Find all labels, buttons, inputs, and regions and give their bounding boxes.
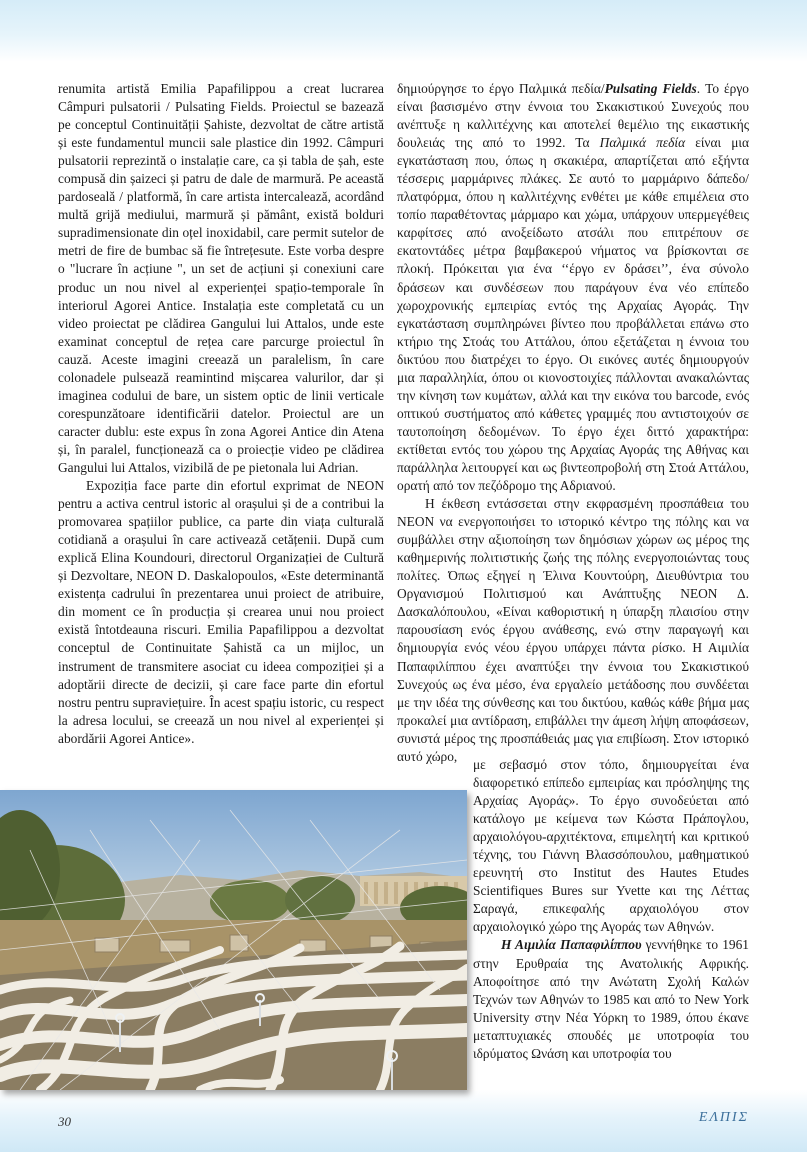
page-number: 30	[58, 1114, 71, 1129]
palmika-pedia-title: Παλμικά πεδία	[599, 135, 686, 151]
left-paragraph-1: renumita artistă Emilia Papafilippou a creat lucrarea Câmpuri pulsatorii / Pulsating Fields. Proiectul se bazează pe conceptul Continuității Șahiste, dezvoltat de către artistă și este fundamentul muncii sale plastice din 1992. Câmpuri pulsatorii reprezintă o instalație care, ca și tabla de șah, este compusă din șaizeci și patru de dale de marmură. Pe această pardoseală / platformă, în care artista intercalează, acordând multă grijă mediului, marmură și pământ, există bolduri supradimensionate din oțel inoxidabil, care permit sutelor de metri de fire de bumbac să fie întrețesute. Este vorba despre o "lucrare în acțiune ", un set de acțiuni și conexiuni care produc un nou nivel al experienței spațio-temporale în interiorul Agorei Antice. Instalația este completată cu un video proiectat pe clădirea Gangului lui Attalos, unde este examinat conceptul de rețea care parcurge proiectul în cauză. Aceste imagini creează un paralelism, în care colonadele pulsează reamintind mișcarea valurilor, dar și imaginea codului de bare, un sistem optic de linii verticale corespunzătoare identificării datelor. Proiectul are un caracter dublu: este expus în zona Agorei Antice din Atena și, în paralel, funcționează ca o proiecție video pe clădirea Gangului lui Attalos, vizibilă de pe pietonala lui Adrian.	[58, 81, 384, 475]
right-paragraph-1: δημιούργησε το έργο Παλμικά πεδία/Pulsating Fields. Το έργο είναι βασισμένο στην έννοια του Σκακιστικού Συνεχούς που ανέπτυξε η καλλιτέχνης και αποτελεί θεμέλιο της εικαστικής δουλειάς της από το 1992. Τα Παλμικά πεδία είναι μια εγκατάσταση που, όπως η σκακιέρα, απαρτίζεται από εξήντα τέσσερις μαρμάρινες πλάκες. Σε αυτό το μαρμάρινο δάπεδο/πλατφόρμα, όπου η καλλιτέχνης ενθέτει με κάθε επιμέλεια στο τοπίο παραθέτοντας μάρμαρο και χώμα, υπάρχουν υπερμεγέθεις καρφίτσες από ανοξείδωτο ατσάλι που επιτρέπουν σε εκατοντάδες μέτρα βαμβακερού νήματος να βρίσκονται σε πλοκή. Πρόκειται για ένα ‘‘έργο εν δράσει’’, ένα σύνολο δράσεων και συνδέσεων που παράγουν ένα νέο επίπεδο χωροχρονικής εμπειρίας εντός της Αρχαίας Αγοράς. Την εγκατάσταση συμπληρώνει βίντεο που προβάλλεται επάνω στο κτήριο της Στοάς του Αττάλου, όπου εξετάζεται η έννοια του δικτύου που διατρέχει το έργο. Οι εικόνες αυτές δημιουργούν μια παραλληλία, όπου οι κιονοστοιχίες πάλλονται ανακαλώντας την κίνηση των κυμάτων, αλλά και την εικόνα του barcode, ενός οπτικού συστήματος από κάθετες γραμμές που αντιστοιχούν σε ταυτοποίηση δεδομένων. Το έργο έχει διττό χαρακτήρα: εκτίθεται εντός του χώρου της Αρχαίας Αγοράς της Αθήνας και παράλληλα λειτουργεί και ως βιντεοπροβολή στη Στοά Αττάλου, ορατή από τον πεζόδρομο της Αδριανού.	[397, 81, 749, 494]
magazine-name: ΕΛΠΙΣ	[698, 1110, 749, 1125]
installation-photo	[0, 790, 467, 1090]
footer-band	[0, 1090, 807, 1152]
pulsating-fields-title: Pulsating Fields	[604, 81, 697, 96]
biography-paragraph: Η Αιμιλία Παπαφιλίππου γεννήθηκε το 1961 στην Ερυθραία της Ανατολικής Αφρικής. Αποφοίτησε από την Ανώτατη Σχολή Καλών Τεχνών των Αθηνών το 1985 και από το New York University στην Νέα Υόρκη το 1989, όπου έκανε μεταπτυχιακές σπουδές με υποτροφία του ιδρύματος Ωνάση και υποτροφία του	[473, 937, 749, 1061]
right-paragraph-2-continued: με σεβασμό στον τόπο, δημιουργείται ένα διαφορετικό επίπεδο εμπειρίας και πρόσληψης της Αρχαίας Αγοράς». Το έργο συνοδεύεται από κατάλογο με κείμενα των Κώστα Πράπογλου, αρχαιολόγου-αρχιτέκτονα, επιμελητή και κριτικού τέχνης, του Γιάννη Βλασσόπουλου, μαθηματικού ερευνητή στο Institut des Hautes Etudes Scientifiques Bures sur Yvette και της Λέττας Σαραγά, επικεφαλής αρχαιολόγου στον αρχαιολογικό χώρο της Αγοράς των Αθηνών.	[473, 757, 749, 935]
header-band	[0, 0, 807, 62]
right-column-continuation	[473, 756, 749, 1063]
left-column	[58, 80, 384, 748]
artist-name: Η Αιμιλία Παπαφιλίππου	[501, 937, 642, 953]
right-paragraph-2: Η έκθεση εντάσσεται στην εκφρασμένη προσπάθεια του NEON να ενεργοποιήσει το ιστορικό κέντρο της πόλης και να συμβάλλει στην αξιοποίηση των δημόσιων χώρων ως μέρος της καθημερινής πολιτιστικής ζωής της πόλης ενεργοποιώντας τους πολίτες. Όπως εξηγεί η Έλινα Κουντούρη, Διευθύντρια του Οργανισμού Πολιτισμού και Ανάπτυξης NEON Δ. Δασκαλόπουλου, «Είναι καθοριστική η ύπαρξη πλαισίου στην παρουσίαση ενός έργου ανάθεσης, ενώ στην παραγωγή και δημιουργία ενός νέου έργου υπάρχει πάντα ρίσκο. Η Αιμιλία Παπαφιλίππου έχει αναπτύξει την έννοια του Σκακιστικού Συνεχούς ως ένα μέσο, ένα εργαλείο μετάδοσης που συνδέεται με την ιδέα της σύνθεσης και του δικτύου, καθώς κάθε βήμα μας προκαλεί μια αντίδραση, επιβάλλει την άμεση λήψη αποφάσεων, συνιστά μέρος της προσπάθειάς μας για επιβίωση. Στον ιστορικό αυτό χώρο,	[397, 496, 749, 764]
left-paragraph-2: Expoziția face parte din efortul exprimat de NEON pentru a activa centrul istoric al orașului și de a contribui la promovarea spațiilor publice, ca parte din viața culturală cotidiană a orașului în care activează cetățenii. După cum explică Elina Koundouri, directorul Organizației de Cultură și Dezvoltare, NEON D. Daskalopoulos, «Este determinantă existența cadrului în prezentarea unui proiect de atribuire, din moment ce în producția și crearea unui nou proiect există întotdeauna riscuri. Emilia Papafilippou a dezvoltat conceptul de Continuitate Șahistă ca un mijloc, un instrument de transmitere asociat cu ideea compoziției și a adoptării directe de decizii, și care face parte din efortul nostru pentru supraviețuire. În acest spațiu istoric, cu respect la adresa locului, se creează un nou nivel al experienței și abordării Agorei Antice».	[58, 478, 384, 746]
right-column	[397, 80, 749, 766]
